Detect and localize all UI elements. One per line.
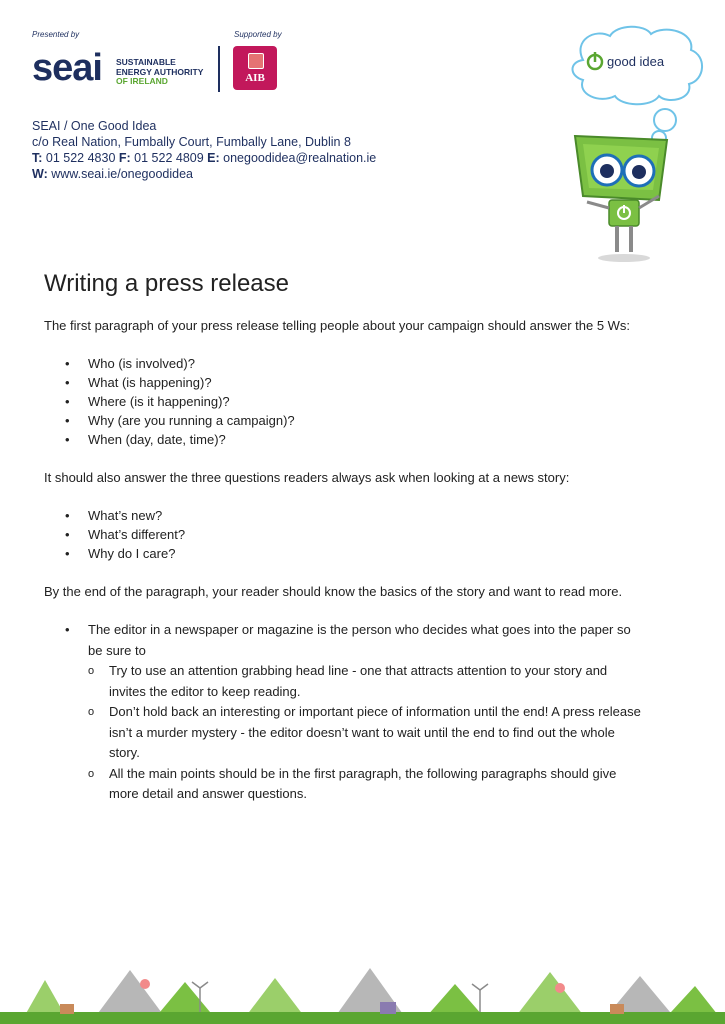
seai-logo-text (116, 58, 203, 87)
email-value: onegoodidea@realnation.ie (219, 151, 377, 165)
seai-logo-line2: ENERGY AUTHORITY (116, 66, 204, 77)
robot-body (587, 196, 659, 262)
editor-bullet-text: The editor in a newspaper or magazine is the person who decides what goes into the paper so be sure to (88, 622, 631, 658)
list-item: • Why do I care? (44, 544, 644, 563)
robot-head (575, 136, 667, 200)
seai-logo-word: seai (32, 47, 102, 89)
web-label: W: (32, 167, 48, 181)
page-title: Writing a press release (44, 270, 289, 297)
landscape-footer-illustration (0, 960, 725, 1024)
questions-intro-paragraph: It should also answer the three questions readers always ask when looking at a news story: (44, 470, 570, 485)
five-ws-list (44, 354, 644, 449)
address-line1: SEAI / One Good Idea (32, 119, 157, 133)
good-idea-mascot (555, 20, 715, 270)
list-item: o All the main points should be in the first paragraph, the following paragraphs should give more detail and answer questions. (88, 764, 644, 805)
editor-tips-list (88, 661, 644, 805)
list-item: • Why (are you running a campaign)? (44, 411, 644, 430)
end-paragraph: By the end of the paragraph, your reader should know the basics of the story and want to read more. (44, 584, 623, 599)
address-phone-line (32, 150, 376, 166)
supported-by-label: Supported by (234, 30, 282, 39)
intro-paragraph: The first paragraph of your press release telling people about your campaign should answer the 5 Ws: (44, 318, 631, 333)
document-body (44, 316, 644, 805)
list-item: o Don’t hold back an interesting or important piece of information until the end! A press release isn’t a murder mystery - the editor doesn’t want to wait until the end to find out the whole story. (88, 702, 644, 764)
list-item: • When (day, date, time)? (44, 430, 644, 449)
address-line2: c/o Real Nation, Fumbally Court, Fumbally Lane, Dublin 8 (32, 135, 351, 149)
list-item: • What’s new? (44, 506, 644, 525)
presented-by-label: Presented by (32, 30, 80, 39)
editor-bullet (44, 620, 644, 805)
contact-address (32, 118, 376, 182)
reader-questions-list (44, 506, 644, 563)
editor-list (44, 620, 644, 805)
web-value: www.seai.ie/onegoodidea (47, 167, 193, 181)
phone-value: 01 522 4830 (42, 151, 119, 165)
fax-value: 01 522 4809 (130, 151, 208, 165)
list-item: • What’s different? (44, 525, 644, 544)
list-item: • Who (is involved)? (44, 354, 644, 373)
address-web-line (32, 166, 376, 182)
phone-label: T: (32, 151, 43, 165)
aib-logo (233, 46, 277, 90)
aib-logo-text: AIB (245, 72, 265, 84)
fax-label: F: (118, 151, 131, 165)
list-item: o Try to use an attention grabbing head line - one that attracts attention to your story and invites the editor to keep reading. (88, 661, 644, 702)
aib-crest-icon (248, 53, 264, 69)
logo-divider (218, 46, 220, 92)
seai-logo (32, 44, 212, 94)
seai-logo-line3: OF IRELAND (116, 76, 168, 86)
bubble-text: good idea (607, 54, 665, 69)
list-item: • What (is happening)? (44, 373, 644, 392)
list-item: • Where (is it happening)? (44, 392, 644, 411)
email-label: E: (207, 151, 220, 165)
seai-logo-line1: SUSTAINABLE (116, 57, 176, 67)
